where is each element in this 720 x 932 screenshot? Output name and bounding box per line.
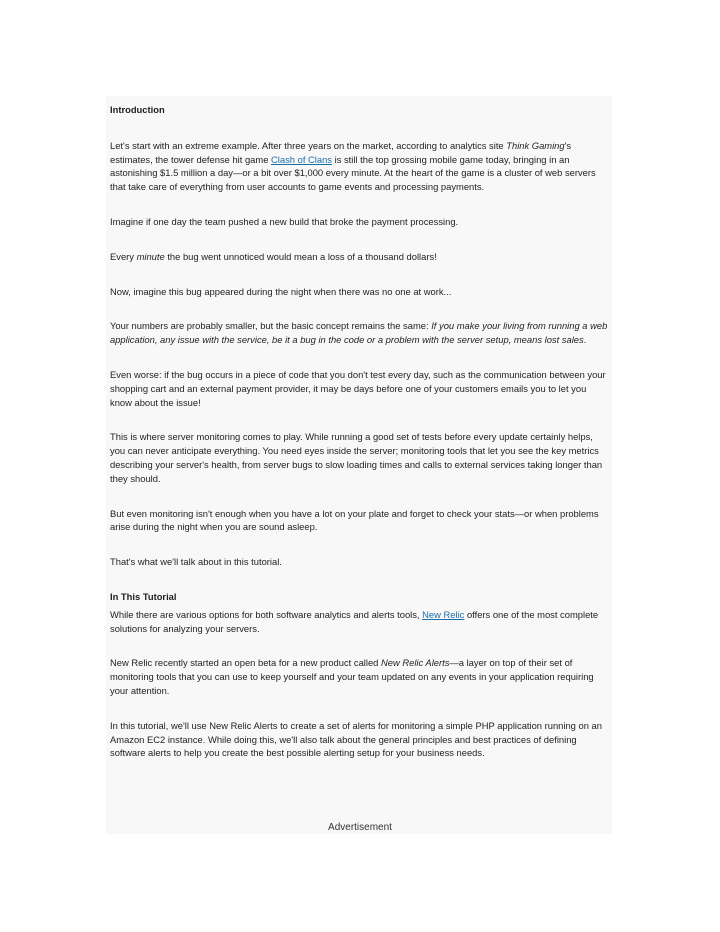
intro-paragraph-3: [110, 250, 610, 264]
tutorial-p1-text-a: While there are various options for both software analytics and alerts tools,: [110, 608, 423, 620]
intro-paragraph-5: [110, 319, 610, 347]
intro-p3-text-b: the bug went unnoticed would mean a loss of a thousand dollars!: [164, 250, 437, 262]
tutorial-p1-text-b: offers one of the most complete solutions for analyzing your servers.: [110, 608, 599, 634]
intro-paragraph-1: [110, 139, 610, 194]
introduction-heading: Introduction: [110, 104, 165, 115]
intro-paragraph-8: But even monitoring isn't enough when you have a lot on your plate and forget to check your stats—or when problems arise during the night when you are sound asleep.: [110, 507, 599, 533]
intro-p3-text-a: Every: [110, 250, 137, 262]
intro-p5-text-a: Your numbers are probably smaller, but the basic concept remains the same:: [110, 320, 432, 332]
tutorial-p2-text-b: —a layer on top of their set of monitoring tools that you can use to keep yourself and your team updated on any events in your application requiring your attention.: [110, 657, 594, 696]
tutorial-paragraph-1: [110, 608, 610, 636]
new-relic-link[interactable]: New Relic: [422, 608, 465, 620]
intro-paragraph-6: Even worse: if the bug occurs in a piece of code that you don't test every day, such as the communication between your shopping cart and an external payment provider, it may be days before one of your customers emails you to let you know about the issue!: [110, 368, 606, 408]
article-body: [110, 103, 610, 760]
intro-paragraph-7: This is where server monitoring comes to play. While running a good set of tests before every update certainly helps, you can never anticipate everything. You need eyes inside the server; monitoring tools that let you see the key metrics describing your server's health, from server bugs to slow loading times and calls to external services taking longer than they should.: [110, 431, 603, 484]
tutorial-p2-text-a: New Relic recently started an open beta for a new product called: [110, 657, 381, 669]
clash-of-clans-link[interactable]: Clash of Clans: [271, 153, 332, 165]
intro-paragraph-9: That's what we'll talk about in this tutorial.: [110, 556, 282, 568]
intro-paragraph-2: Imagine if one day the team pushed a new build that broke the payment processing.: [110, 215, 459, 227]
intro-paragraph-4: Now, imagine this bug appeared during the night when there was no one at work...: [110, 285, 452, 297]
intro-p1-text-b: 's estimates, the tower defense hit game: [110, 139, 572, 165]
intro-p5-italic: If you make your living from running a web application, any issue with the service, be it a bug in the code or a problem with the server setup, means lost sales: [110, 320, 608, 346]
intro-p1-text-a: Let's start with an extreme example. After three years on the market, according to analytics site: [110, 139, 507, 151]
advertisement-label: Advertisement: [328, 822, 392, 833]
intro-p1-text-c: is still the top grossing mobile game today, bringing in an astonishing $1.5 million a day—or a bit over $1,000 every minute. At the heart of the game is a cluster of web servers that take care of everything from user accounts to game events and processing payments.: [110, 153, 596, 193]
in-this-tutorial-heading: In This Tutorial: [110, 590, 177, 602]
new-relic-alerts-text: New Relic Alerts: [380, 657, 450, 669]
think-gaming-text: Think Gaming: [506, 139, 565, 151]
minute-text: minute: [136, 250, 165, 262]
intro-p5-text-b: .: [583, 334, 587, 346]
tutorial-paragraph-3: In this tutorial, we'll use New Relic Alerts to create a set of alerts for monitoring a simple PHP application running on an Amazon EC2 instance. While doing this, we'll also talk about the general principles and best practices of defining software alerts to help you create the best possible alerting setup for your business needs.: [110, 719, 602, 759]
tutorial-paragraph-2: [110, 656, 610, 697]
